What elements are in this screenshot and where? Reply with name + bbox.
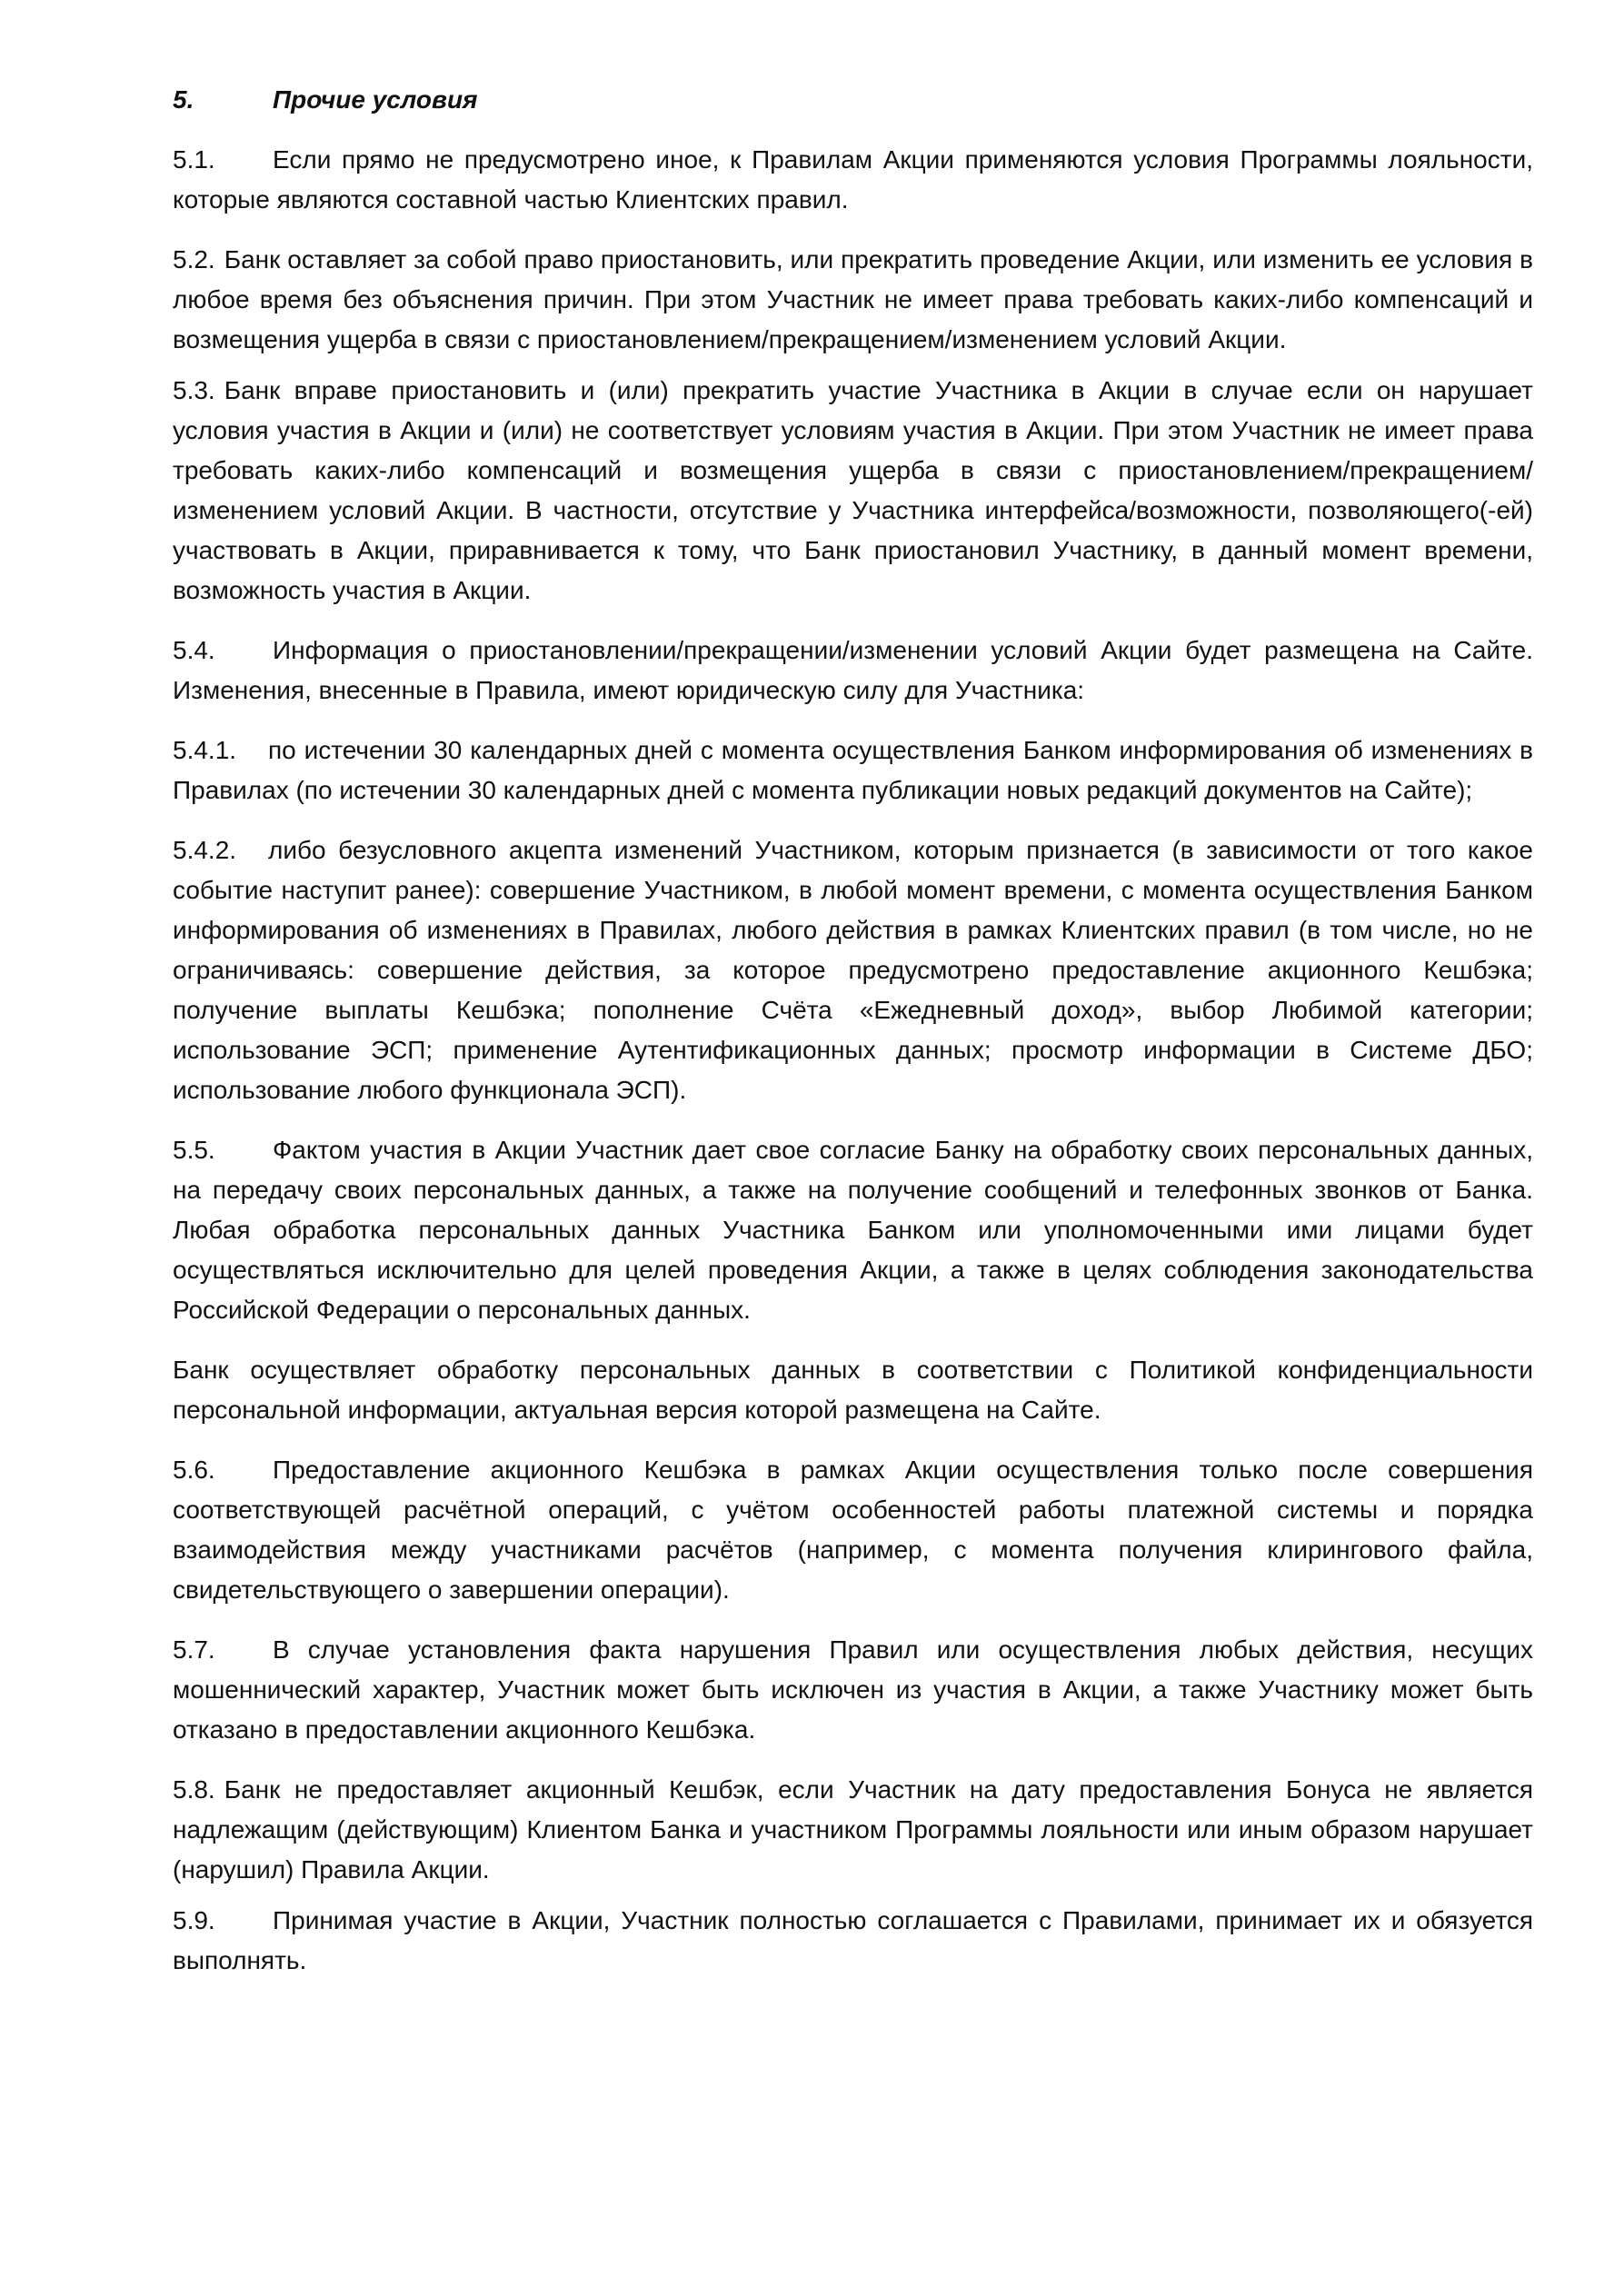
clause-5-4 — [173, 631, 1533, 711]
clause-5-9 — [173, 1901, 1533, 1981]
clause-5-1 — [173, 140, 1533, 220]
clause-text: Банк осуществляет обработку персональных данных в соответствии с Политикой конфиденциальности персональной информации, актуальная версия которой размещена на Сайте. — [173, 1356, 1533, 1424]
clause-text: Банк не предоставляет акционный Кешбэк, если Участник на дату предоставления Бонуса не является надлежащим (действующим) Клиентом Банка и участником Программы лояльности или иным образом нарушает (нарушил) Правила Акции. — [173, 1775, 1533, 1884]
clause-text: Банк оставляет за собой право приостановить, или прекратить проведение Акции, или изменить ее условия в любое время без объяснения причин. При этом Участник не имеет права требовать каких-либо компенсаций и возмещения ущерба в связи с приостановлением/прекращением/изменением условий Акции. — [173, 245, 1533, 353]
clause-text: Банк вправе приостановить и (или) прекратить участие Участника в Акции в случае если он нарушает условия участия в Акции и (или) не соответствует условиям участия в Акции. При этом Участник не имеет права требовать каких-либо компенсаций и возмещения ущерба в связи с приостановлением/прекращением/изменением условий Акции. В частности, отсутствие у Участника интерфейса/возможности, позволяющего(-ей) участвовать в Акции, приравнивается к тому, что Банк приостановил Участнику, в данный момент времени, возможность участия в Акции. — [173, 376, 1533, 604]
clause-text: Если прямо не предусмотрено иное, к Правилам Акции применяются условия Программы лояльности, которые являются составной частью Клиентских правил. — [173, 145, 1533, 214]
clause-number: 5.2. — [173, 245, 215, 273]
clause-5-7 — [173, 1630, 1533, 1750]
clause-5-5 — [173, 1130, 1533, 1330]
clause-number: 5.8. — [173, 1775, 215, 1804]
clause-number: 5.1. — [173, 145, 215, 174]
clause-5-4-1 — [173, 731, 1533, 810]
clause-text: либо безусловного акцепта изменений Участником, которым признается (в зависимости от того какое событие наступит ранее): совершение Участником, в любой момент времени, с момента осуществления Банком информирования об изменениях в Правилах, любого действия в рамках Клиентских правил (в том числе, но не ограничиваясь: совершение действия, за которое предусмотрено предоставление акционного Кешбэка; получение выплаты Кешбэка; пополнение Счёта «Ежедневный доход», выбор Любимой категории; использование ЭСП; применение Аутентификационных данных; просмотр информации в Системе ДБО; использование любого функционала ЭСП). — [173, 836, 1533, 1104]
clause-text: В случае установления факта нарушения Правил или осуществления любых действия, несущих мошеннический характер, Участник может быть исключен из участия в Акции, а также Участнику может быть отказано в предоставлении акционного Кешбэка. — [173, 1635, 1533, 1744]
clause-5-5-continuation — [173, 1350, 1533, 1430]
clause-number: 5.4.2. — [173, 836, 237, 864]
clause-number: 5.9. — [173, 1906, 215, 1934]
clause-text: по истечении 30 календарных дней с момента осуществления Банком информирования об изменениях в Правилах (по истечении 30 календарных дней с момента публикации новых редакций документов на Сайте); — [173, 736, 1533, 804]
clause-text: Предоставление акционного Кешбэка в рамках Акции осуществления только после совершения соответствующей расчётной операций, с учётом особенностей работы платежной системы и порядка взаимодействия между участниками расчётов (например, с момента получения клирингового файла, свидетельствующего о завершении операции). — [173, 1456, 1533, 1604]
clause-number: 5.5. — [173, 1136, 215, 1164]
clause-5-4-2 — [173, 830, 1533, 1110]
clause-5-8 — [173, 1770, 1533, 1890]
clause-5-2 — [173, 240, 1533, 360]
clause-text: Информация о приостановлении/прекращении/изменении условий Акции будет размещена на Сайте. Изменения, внесенные в Правила, имеют юридическую силу для Участника: — [173, 636, 1533, 704]
clause-text: Принимая участие в Акции, Участник полностью соглашается с Правилами, принимает их и обязуется выполнять. — [173, 1906, 1533, 1974]
section-title: Прочие условия — [273, 85, 478, 114]
section-number: 5. — [173, 85, 194, 114]
clause-number: 5.4. — [173, 636, 215, 664]
section-heading — [173, 80, 1533, 120]
clause-number: 5.4.1. — [173, 736, 237, 764]
clause-text: Фактом участия в Акции Участник дает свое согласие Банку на обработку своих персональных данных, на передачу своих персональных данных, а также на получение сообщений и телефонных звонков от Банка. Любая обработка персональных данных Участника Банком или уполномоченными ими лицами будет осуществляться исключительно для целей проведения Акции, а также в целях соблюдения законодательства Российской Федерации о персональных данных. — [173, 1136, 1533, 1324]
clause-number: 5.7. — [173, 1635, 215, 1664]
clause-number: 5.6. — [173, 1456, 215, 1484]
document-page — [173, 80, 1533, 2001]
clause-5-6 — [173, 1450, 1533, 1610]
clause-number: 5.3. — [173, 376, 215, 404]
clause-5-3 — [173, 371, 1533, 611]
